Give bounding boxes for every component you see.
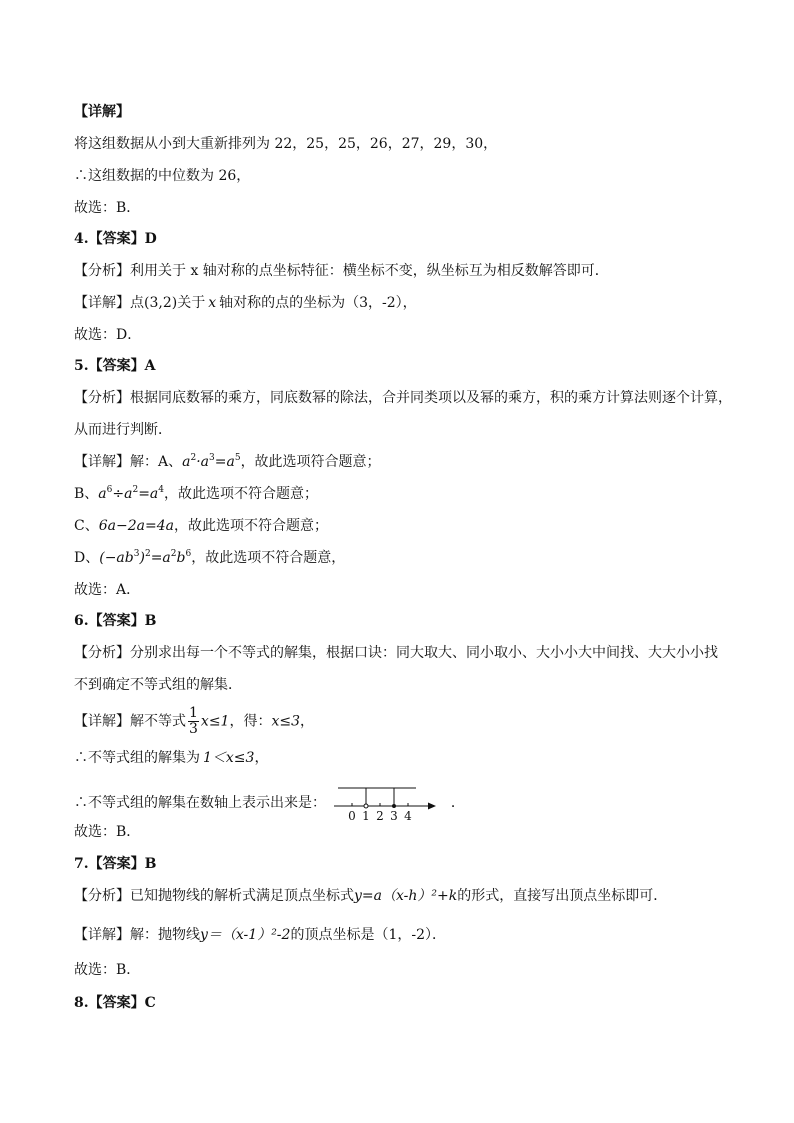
text-line: 故选：D．	[74, 327, 142, 343]
answer-heading-7: 7.【答案】B	[74, 856, 157, 872]
text-line: 【分析】利用关于 x 轴对称的点坐标特征：横坐标不变，纵坐标互为相反数解答即可．	[74, 263, 609, 279]
number-line-tick-label: 3	[390, 809, 399, 822]
answer-heading-4: 4.【答案】D	[74, 231, 157, 247]
text-line: ∴不等式组的解集为 1＜x≤3，	[74, 750, 269, 766]
text-line: ∴这组数据的中位数为 26，	[74, 168, 251, 184]
closed-endpoint-marker	[392, 804, 396, 808]
answer-heading-6: 6.【答案】B	[74, 613, 157, 629]
text-line: 故选：B．	[74, 962, 141, 978]
text-line: ∴不等式组的解集在数轴上表示出来是： 0 1 2 3 4 ．	[74, 784, 465, 822]
text-line: 【分析】分别求出每一个不等式的解集，根据口诀：同大取大、同小取小、大小小大中间找、大大小小找	[74, 645, 718, 661]
fraction: $\frac{1}{3}$	[189, 705, 198, 737]
number-line-tick-label: 0	[348, 809, 357, 822]
text-line: 故选：B．	[74, 200, 141, 216]
text-line: 将这组数据从小到大重新排列为 22，25，25，26，27，29，30，	[74, 136, 498, 152]
text-line: D、$(-ab^3)^2=a^2b^6$，故此选项不符合题意，	[74, 549, 346, 566]
text-line: 从而进行判断．	[74, 422, 172, 438]
number-line-tick-label: 1	[362, 809, 371, 822]
detail-heading: 【详解】	[74, 104, 130, 120]
text-line: 【分析】已知抛物线的解析式满足顶点坐标式y=a（x-h）²+k的形式，直接写出顶点坐标即可．	[74, 888, 668, 904]
text-line: 故选：A．	[74, 582, 141, 598]
number-line-arrow	[428, 803, 436, 810]
text-line: 【详解】点(3,2)关于 x 轴对称的点的坐标为（3，-2），	[74, 295, 417, 311]
number-line-tick-label: 2	[376, 809, 385, 822]
text-line: B、$a^6\div a^2=a^4$，故此选项不符合题意；	[74, 485, 319, 502]
answer-heading-5: 5.【答案】A	[74, 358, 156, 374]
text-line: 【详解】解：A、$a^2\cdot a^3=a^5$，故此选项符合题意；	[74, 453, 381, 470]
number-line-figure	[332, 784, 444, 822]
text-line: C、6a−2a=4a，故此选项不符合题意；	[74, 518, 328, 534]
text-line: 不到确定不等式组的解集．	[74, 677, 242, 693]
open-endpoint-marker	[364, 804, 368, 808]
text-line: 故选：B．	[74, 824, 141, 840]
text-line: 【详解】解：抛物线y＝（x-1）²-2的顶点坐标是（1，-2）．	[74, 927, 446, 943]
text-line: 【分析】根据同底数幂的乘方，同底数幂的除法，合并同类项以及幂的乘方，积的乘方计算法则逐个计算，	[74, 390, 732, 406]
answer-heading-8: 8.【答案】C	[74, 995, 156, 1011]
text-line: 【详解】解不等式 $\frac{1}{3}$ x≤1，得：x≤3，	[74, 705, 315, 737]
number-line-tick-label: 4	[404, 809, 413, 822]
